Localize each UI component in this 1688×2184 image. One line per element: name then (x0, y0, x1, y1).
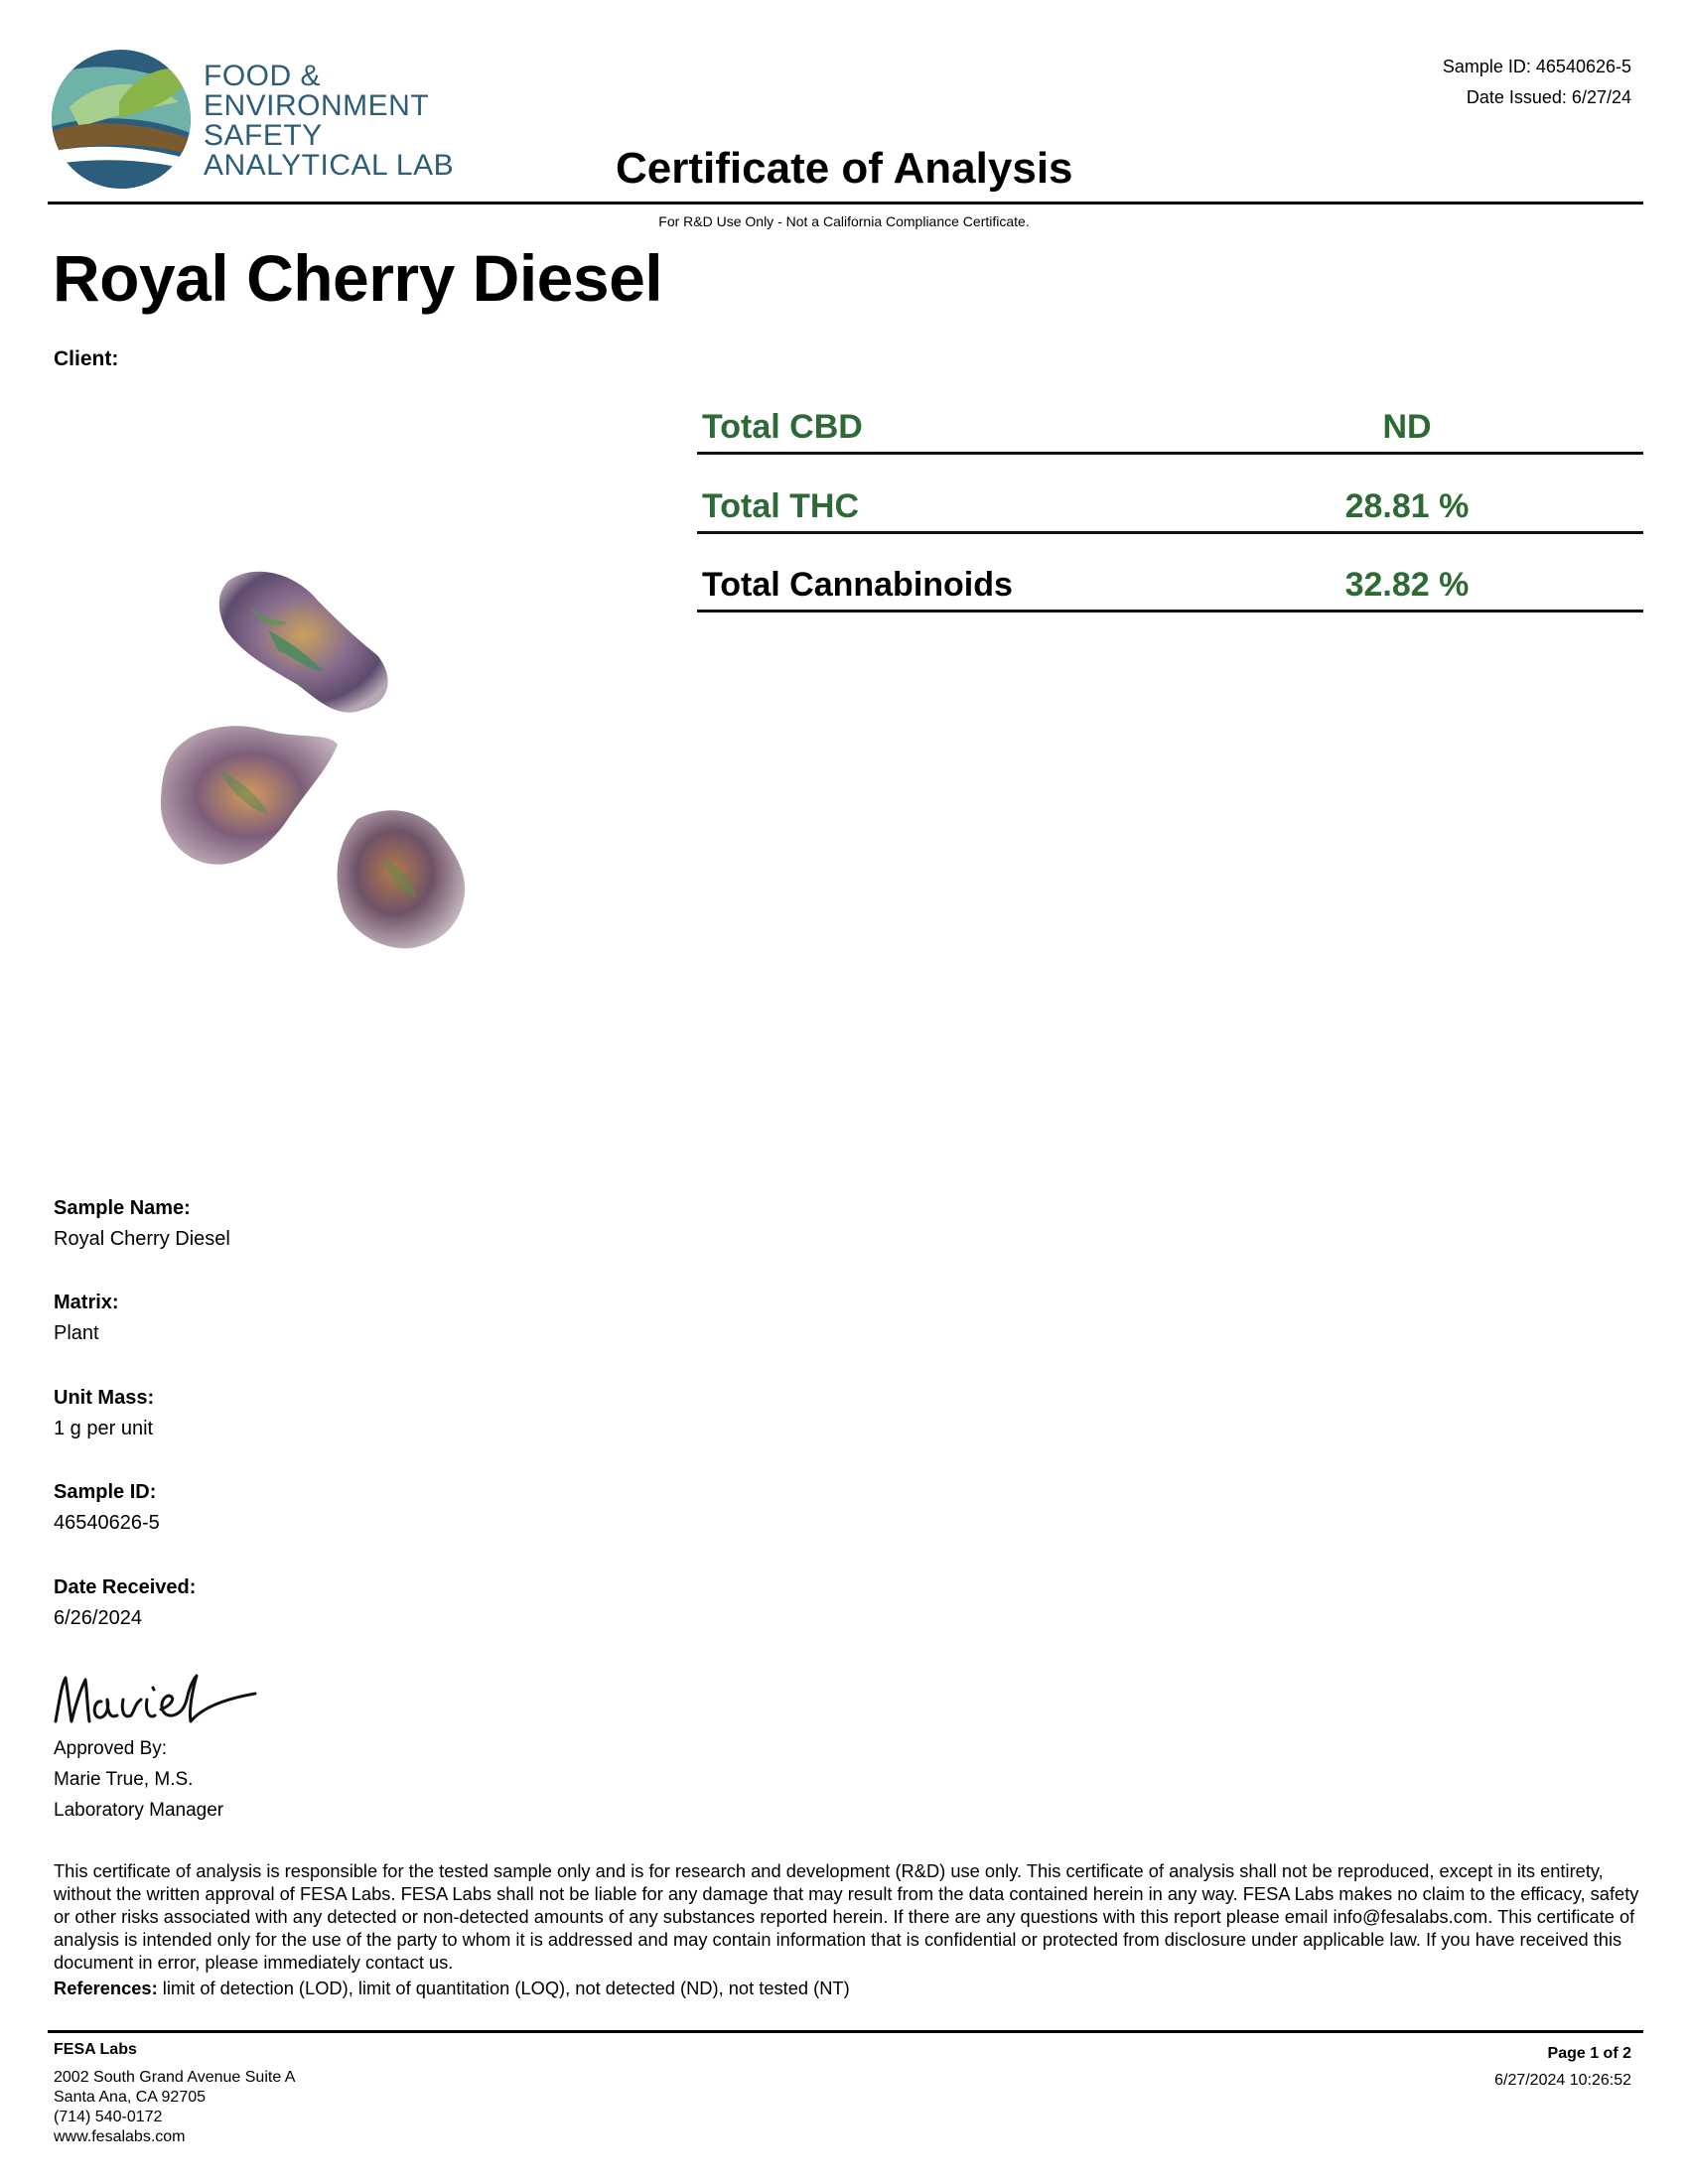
info-value: Royal Cherry Diesel (54, 1228, 230, 1250)
result-divider (697, 452, 1643, 455)
sample-info-sample-name (54, 1194, 230, 1253)
disclaimer-text: This certificate of analysis is responsible for the tested sample only and is for research and development (R&D) use only. This certificate of analysis shall not be reproduced, except in its entirety, without the written approval of FESA Labs. FESA Labs shall not be liable for any damage that may result from the data contained herein in any way. FESA Labs makes no claim to the efficacy, safety or other risks associated with any detected or non-detected amounts of any substances reported herein. If there are any questions with this report please email info@fesalabs.com. This certificate of analysis is intended only for the use of the party to whom it is addressed and may contain information that is confidential or protected from disclosure under applicable law. If you have received this document in error, please immediately contact us. (54, 1860, 1639, 1973)
product-title: Royal Cherry Diesel (53, 241, 663, 315)
approved-by-label: Approved By: (54, 1738, 168, 1759)
result-value: 28.81 % (1344, 487, 1470, 525)
sample-info-sample-id (54, 1478, 160, 1537)
result-divider (697, 610, 1643, 613)
info-value: 46540626-5 (54, 1512, 160, 1534)
info-label: Matrix: (54, 1292, 119, 1313)
footer-company: FESA Labs (54, 2041, 137, 2058)
header-date-issued: Date Issued: 6/27/24 (1466, 87, 1631, 107)
references (54, 1977, 850, 1999)
footer-address-line2: Santa Ana, CA 92705 (54, 2089, 207, 2106)
approval-block (54, 1733, 223, 1826)
result-value: ND (1382, 408, 1432, 446)
info-value: 1 g per unit (54, 1418, 154, 1439)
info-value: 6/26/2024 (54, 1607, 142, 1629)
client-label: Client: (54, 347, 119, 370)
footer-timestamp: 6/27/2024 10:26:52 (1494, 2072, 1631, 2089)
handwritten-signature-icon (52, 1670, 260, 1731)
product-photo (149, 561, 516, 968)
page-number: Page 1 of 2 (1547, 2045, 1631, 2062)
references-label: References: (54, 1978, 158, 1998)
footer-website[interactable]: www.fesalabs.com (54, 2128, 186, 2145)
sample-info-matrix (54, 1289, 119, 1347)
info-label: Unit Mass: (54, 1387, 155, 1409)
document-title: Certificate of Analysis (616, 144, 1073, 193)
approver-title: Laboratory Manager (54, 1800, 224, 1821)
result-value: 32.82 % (1344, 566, 1470, 604)
info-value: Plant (54, 1322, 99, 1344)
footer-address (54, 2040, 295, 2147)
footer-divider (48, 2030, 1643, 2033)
sample-info-date-received (54, 1573, 196, 1632)
result-row-total-cannabinoids (697, 560, 1643, 639)
info-label: Sample ID: (54, 1481, 157, 1503)
info-label: Sample Name: (54, 1197, 191, 1219)
footer-page-info (1494, 2040, 1631, 2094)
cannabis-bud-illustration (149, 561, 516, 968)
result-row-total-cbd (697, 402, 1643, 481)
header-sample-id: Sample ID: 46540626-5 (1442, 57, 1631, 76)
fesa-logo (50, 48, 457, 197)
approver-name: Marie True, M.S. (54, 1769, 194, 1790)
result-label: Total Cannabinoids (702, 566, 1013, 604)
signature-image (52, 1670, 260, 1731)
sample-info-unit-mass (54, 1384, 154, 1442)
references-text: limit of detection (LOD), limit of quantitation (LOQ), not detected (ND), not tested (NT) (162, 1978, 850, 1998)
logo-wordmark: FOOD & ENVIRONMENT SAFETY ANALYTICAL LAB (204, 60, 455, 182)
footer-address-line1: 2002 South Grand Avenue Suite A (54, 2069, 296, 2086)
logo-emblem-icon (50, 48, 199, 197)
header-divider (48, 202, 1643, 205)
result-row-total-thc (697, 481, 1643, 561)
header-meta (1443, 52, 1631, 113)
footer-phone: (714) 540-0172 (54, 2109, 163, 2125)
info-label: Date Received: (54, 1576, 197, 1598)
result-label: Total CBD (702, 408, 863, 446)
result-label: Total THC (702, 487, 860, 525)
result-divider (697, 531, 1643, 534)
rd-use-note: For R&D Use Only - Not a California Compliance Certificate. (658, 213, 1030, 229)
